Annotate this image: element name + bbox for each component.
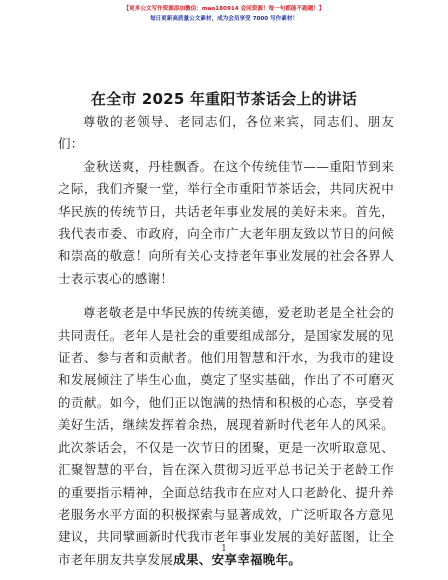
- document-title: 在全市 2025 年重阳节茶话会上的讲话: [90, 90, 358, 108]
- promo-banner-line-1: 【更多公文写作资源添加微信：mao180914 会同资源！每一句都能不跑题！】: [123, 6, 325, 12]
- document-body: [58, 111, 394, 571]
- paragraph-main-bold-ending: 成果、安享幸福晚年。: [173, 551, 302, 567]
- salutation: 尊敬的老领导、老同志们，各位来宾，同志们、朋友们：: [58, 114, 394, 152]
- paragraph-main: [58, 302, 394, 571]
- promo-banner-line-2: 每日更新高质量公文素材，成为会员享受 7000 写作素材！: [149, 16, 299, 22]
- page-number: 1: [221, 544, 227, 554]
- paragraph-opening: 金秋送爽，丹桂飘香。在这个传统佳节——重阳节到来之际，我们齐聚一堂，举行全市重阳节茶话会，共同庆祝中华民族的传统节日，共话老年事业发展的美好未来。首先，我代表市委、市政府，向全市广大老年朋友致以节日的问候和崇高的敬意！向所有关心支持老年事业发展的社会各界人士表示衷心的感谢！: [58, 158, 394, 286]
- paragraph-main-text: 尊老敬老是中华民族的传统美德，爱老助老是全社会的共同责任。老年人是社会的重要组成部分，是国家发展的见证者、参与者和贡献者。他们用智慧和汗水，为我市的建设和发展倾注了毕生心血，奠定了坚实基础，作出了不可磨灭的贡献。如今，他们正以饱满的热情和积极的心态，享受着美好生活，继续发挥着余热，展现着新时代老年人的风采。此次茶话会，不仅是一次节日的团聚，更是一次听取意见、汇聚智慧的平台，旨在深入贯彻习近平总书记关于老龄工作的重要指示精神，全面总结我市在应对人口老龄化、提升养老服务水平方面的积极探索与显著成效，广泛听取各方意见建议，共同擘画新时代我市老年事业发展的美好蓝图，让全市老年朋友共享发展: [58, 305, 394, 567]
